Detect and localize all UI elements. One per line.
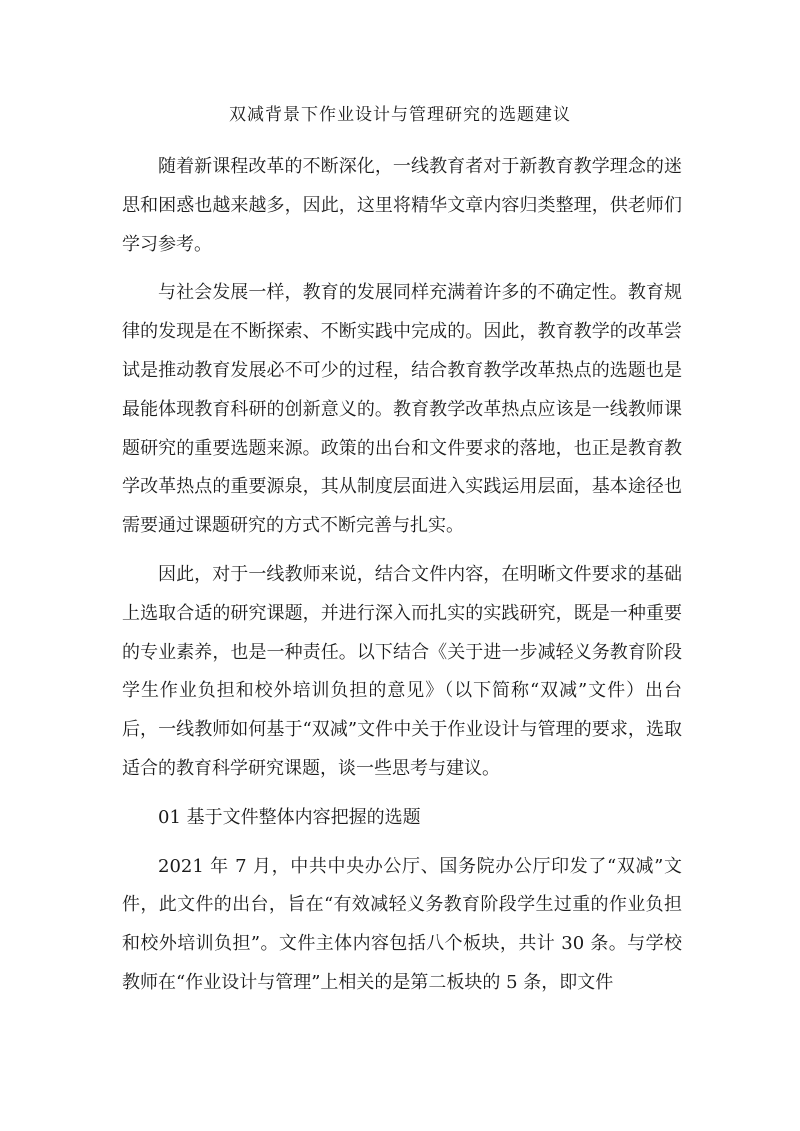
paragraph-background: 与社会发展一样，教育的发展同样充满着许多的不确定性。教育规律的发现是在不断探索、不断实践中完成的。因此，教育教学的改革尝试是推动教育发展必不可少的过程，结合教育教学改革热点的选题也是最能体现教育科研的创新意义的。教育教学改革热点应该是一线教师课题研究的重要选题来源。政策的出台和文件要求的落地，也正是教育教学改革热点的重要源泉，其从制度层面进入实践运用层面，基本途径也需要通过课题研究的方式不断完善与扎实。 <box>122 282 682 537</box>
paragraph-purpose: 因此，对于一线教师来说，结合文件内容，在明晰文件要求的基础上选取合适的研究课题，并进行深入而扎实的实践研究，既是一种重要的专业素养，也是一种责任。以下结合《关于进一步减轻义务教育阶段学生作业负担和校外培训负担的意见》（以下简称“双减”文件）出台后，一线教师如何基于“双减”文件中关于作业设计与管理的要求，选取适合的教育科学研究课题，谈一些思考与建议。 <box>122 563 682 779</box>
document-body <box>122 148 682 1013</box>
paragraph-section-1: 2021 年 7 月，中共中央办公厅、国务院办公厅印发了“双减”文件，此文件的出台，旨在“有效减轻义务教育阶段学生过重的作业负担和校外培训负担”。文件主体内容包括八个板块，共计 30 条。与学校教师在“作业设计与管理”上相关的是第二板块的 5 条，即文件 <box>122 855 682 993</box>
section-heading: 01 基于文件整体内容把握的选题 <box>158 806 421 828</box>
paragraph-intro: 随着新课程改革的不断深化，一线教育者对于新教育教学理念的迷思和困惑也越来越多，因此，这里将精华文章内容归类整理，供老师们学习参考。 <box>122 156 682 255</box>
document-title: 双减背景下作业设计与管理研究的选题建议 <box>229 105 571 125</box>
